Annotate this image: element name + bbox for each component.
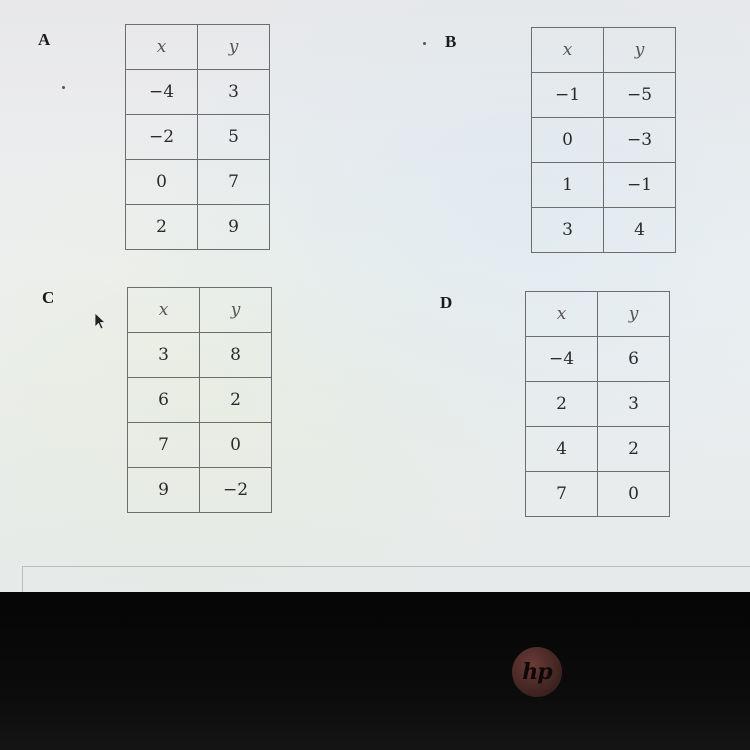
cell-y: 3 xyxy=(198,70,270,115)
table-row xyxy=(526,382,670,427)
cell-y: 0 xyxy=(200,423,272,468)
stray-dot xyxy=(62,86,65,89)
cell-x: −1 xyxy=(532,73,604,118)
cell-x: 3 xyxy=(532,208,604,253)
cell-y: 0 xyxy=(598,472,670,517)
cell-x: 3 xyxy=(128,333,200,378)
cell-x: 0 xyxy=(126,160,198,205)
cell-x: 1 xyxy=(532,163,604,208)
cell-x: 7 xyxy=(128,423,200,468)
table-c xyxy=(127,287,272,513)
cell-x: 0 xyxy=(532,118,604,163)
table-row xyxy=(128,333,272,378)
table-row xyxy=(128,423,272,468)
cell-y: 2 xyxy=(200,378,272,423)
content-frame-edge xyxy=(22,566,750,567)
table-d xyxy=(525,291,670,517)
header-x: x xyxy=(126,25,198,70)
table-row xyxy=(128,468,272,513)
table-header-row xyxy=(128,288,272,333)
table-header-row xyxy=(126,25,270,70)
option-letter-a: A xyxy=(38,30,51,49)
cell-x: 9 xyxy=(128,468,200,513)
cell-x: 7 xyxy=(526,472,598,517)
table-b xyxy=(531,27,676,253)
cell-y: 5 xyxy=(198,115,270,160)
hp-logo-icon: hp xyxy=(512,647,562,697)
mouse-pointer-icon xyxy=(94,312,108,330)
option-letter-b: B xyxy=(445,32,457,51)
cell-x: 6 xyxy=(128,378,200,423)
table-row xyxy=(126,205,270,250)
table-row xyxy=(128,378,272,423)
table-row xyxy=(532,73,676,118)
table-row xyxy=(126,160,270,205)
cell-y: 3 xyxy=(598,382,670,427)
stray-dot xyxy=(423,42,426,45)
cell-y: 4 xyxy=(604,208,676,253)
cell-x: 2 xyxy=(126,205,198,250)
cell-x: −4 xyxy=(526,337,598,382)
table-row xyxy=(532,163,676,208)
cell-y: 2 xyxy=(598,427,670,472)
cell-y: 7 xyxy=(198,160,270,205)
laptop-bezel xyxy=(0,592,750,750)
cell-x: 4 xyxy=(526,427,598,472)
option-letter-c: C xyxy=(42,288,55,307)
cell-x: −2 xyxy=(126,115,198,160)
cell-y: −2 xyxy=(200,468,272,513)
table-row xyxy=(126,115,270,160)
cell-y: −1 xyxy=(604,163,676,208)
content-frame-edge xyxy=(22,566,23,592)
table-header-row xyxy=(532,28,676,73)
cell-y: −3 xyxy=(604,118,676,163)
cell-y: 8 xyxy=(200,333,272,378)
header-y: y xyxy=(198,25,270,70)
header-y: y xyxy=(200,288,272,333)
option-letter-d: D xyxy=(440,293,453,312)
cell-x: −4 xyxy=(126,70,198,115)
header-y: y xyxy=(604,28,676,73)
header-x: x xyxy=(128,288,200,333)
cell-y: 9 xyxy=(198,205,270,250)
header-x: x xyxy=(532,28,604,73)
header-y: y xyxy=(598,292,670,337)
cell-y: −5 xyxy=(604,73,676,118)
table-a xyxy=(125,24,270,250)
table-row xyxy=(126,70,270,115)
table-row xyxy=(526,337,670,382)
header-x: x xyxy=(526,292,598,337)
table-row xyxy=(526,427,670,472)
cell-y: 6 xyxy=(598,337,670,382)
cell-x: 2 xyxy=(526,382,598,427)
table-row xyxy=(532,118,676,163)
table-header-row xyxy=(526,292,670,337)
table-row xyxy=(526,472,670,517)
table-row xyxy=(532,208,676,253)
